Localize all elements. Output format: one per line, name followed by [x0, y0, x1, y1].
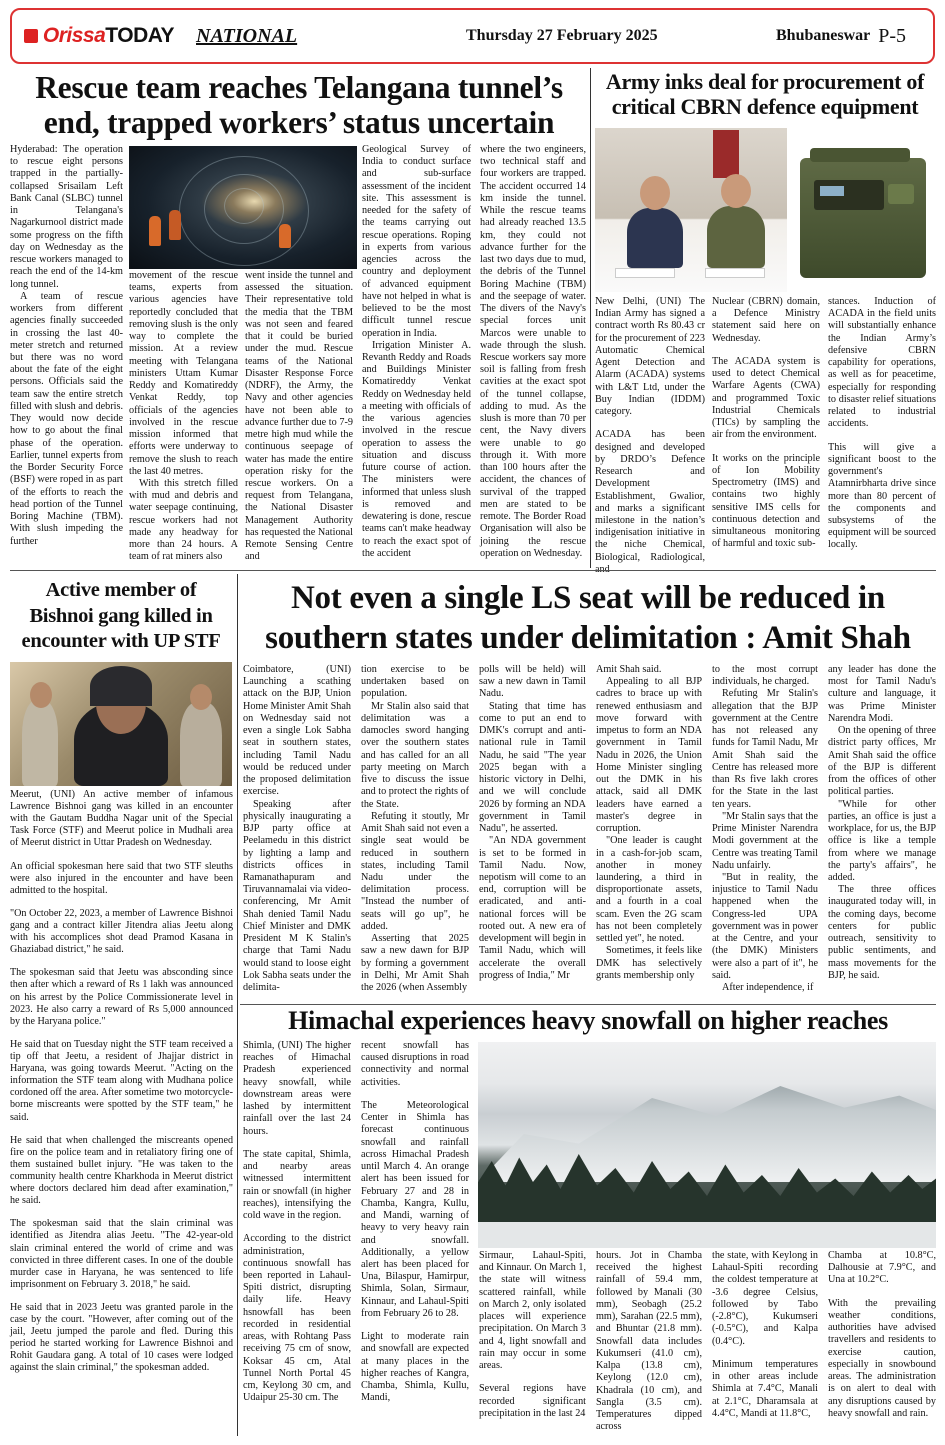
tunnel-headline: Rescue team reaches Telangana tunnel’s end, trapped workers’ status uncertain — [35, 70, 563, 141]
army-story-col3: stances. Induction of ACADA in the field units will substantially enhance the Indian Army’s defensive CBRN capability for operations, as well as for peacetime, especially for responding to disaster relief situations related to industrial accidents. This will give a significant boost to the government's Atamnirbharta drive since more than 80 percent of the components and subsystems of the equipment will be sourced locally. — [828, 296, 936, 551]
army-headline: Army inks deal for procurement of critical CBRN defence equipment — [605, 69, 925, 119]
shah-story-col1: Coimbatore, (UNI) Launching a scathing attack on the BJP, Union Home Minister Amit Shah on Wednesday said not even a single Lok Sabha seat in southern states, including Tamil Nadu would be reduced under the proposed delimitation exercise. Speaking after physically inaugurating a BJP party office at Peelamedu in this district by lighting a lamp and districts offices in Ramanathapuram and Tiruvannamalai via video-conferencing, Mr Amit Shah denied Tamil Nadu Chief Minister and DMK President M K Stalin's charge that Tami Nadu would stand to loose eight Lok Sabha seats under the delimita- — [243, 664, 351, 994]
shah-story-col3: polls will be held) will saw a new dawn in Tamil Nadu. Stating that time has come to put an end to DMK's corrupt and anti-national rule in Tamil Nadu, he said "The year 2025 began with a historic victory in Delhi, and we will conclude 2026 by forming an NDA government in Tamil Nadu", he asserted. "An NDA government is set to be formed in Tamil Nadu. Now, nepotism will come to an end, corruption will be eradicated, and anti-national forces will be rooted out. A new era of development will begin in Tamil Nadu, which will accelerate the overall progress of India," Mr — [479, 664, 586, 981]
brand-name-part2: TODAY — [105, 24, 174, 47]
shah-story-col5: to the most corrupt individuals, he charged. Refuting Mr Stalin's allegation that the BJP government at the Centre has not released any funds for Tamil Nadu, Mr Amit Shah said the Centre has released more than Rs five lakh crores for the State in the last ten years. "Mr Stalin says that the Prime Minister Narendra Modi government at the Centre was treating Tamil Nadu unfairly. "But in reality, the injustice to Tamil Nadu happened when the Congress-led UPA government was in power at the Centre, and your (the DMK) Ministers were also a part of it", he said. After independence, if — [712, 664, 818, 994]
shah-story-col6: any leader has done the most for Tamil Nadu's culture and language, it was Prime Minister Narendra Modi. On the opening of three district party offices, Mr Amit Shah said the office of the BJP is different from the offices of other political parties. "While for other parties, an office is just a workplace, for us, the BJP office is like a temple from where we manage the party's affairs", he added. The three offices inaugurated today will, in the coming days, become centers for public outreach, sensitivity to public sentiments, and mass movements for the BJP, he said. — [828, 664, 936, 981]
tunnel-story-col3: went inside the tunnel and assessed the situation. Their representative told the media that the TBM was not seen and feared that it could be buried under the mud. Rescue teams of the National Disaster Response Force (NDRF), the Army, the Navy and other agencies have not been able to advance further due to 7-9 metre high mud while the continuous seepage of water has made the entire operation risky for the rescue workers. On a request from Telangana, the National Disaster Management Authority has requested the National Remote Sensing Centre and — [245, 270, 353, 563]
page-number: P-5 — [878, 24, 907, 47]
logo-icon — [24, 29, 38, 43]
issue-date: Thursday 27 February 2025 — [466, 27, 658, 44]
masthead — [10, 8, 935, 64]
tunnel-story-col4: Geological Survey of India to conduct surface and sub-surface assessment of the incident site. This assessment is needed for the safety of the teams carrying out rescue operations. Roping in experts from various agencies across the country and deployment of advanced equipment have not helped in what is believed to be the most difficult tunnel rescue operation in India. Irrigation Minister A. Revanth Reddy and Roads and Buildings Minister Komatireddy Venkat Reddy on Wednesday held a meeting with officials of the various agencies involved in the rescue operation to assess the situation and discuss future course of action. The ministers were informed that unless slush is removed and dewatering is done, rescue teams can't make headway to reach the exact spot of the accident — [362, 144, 471, 559]
shah-story-col2: tion exercise to be undertaken based on population. Mr Stalin also said that delimitation was a damocles sword hanging over the southern states and has called for an all party meeting on March five to discuss the issue and to protect the rights of the State. Refuting it stoutly, Mr Amit Shah said not even a single seat would be reduced in southern states, including Tamil Nadu under the delimitation process. "Instead the number of seats will go up", he added. Asserting that 2025 saw a new dawn for BJP by forming a government in Delhi, Mr Amit Shah the 2026 (when Assembly — [361, 664, 469, 994]
gang-headline: Active member of Bishnoi gang killed in encounter with UP STF — [21, 579, 221, 653]
brand-logo — [24, 24, 174, 48]
column-rule — [590, 68, 591, 568]
army-story-col2: Nuclear (CBRN) domain, a Defence Ministry statement said here on Wednesday. The ACADA system is used to detect Chemical Warfare Agents (CWA) and programmed Toxic Industrial Chemicals (TICs) by sampling the air from the environment. It works on the principle of Ion Mobility Spectrometry (IMS) and contains two highly sensitive IMS cells for continuous detection and simultaneous monitoring of harmful and toxic sub- — [712, 296, 820, 550]
snow-story-col1: Shimla, (UNI) The higher reaches of Himachal Pradesh experienced heavy snowfall, while downstream areas were lashed by intermittent rainfall over the last 24 hours. The state capital, Shimla, and nearby areas witnessed intermittent rain or snowfall (in higher reaches), intensifying the cold wave in the region. According to the district administration, continuous snowfall has been reported in Lahaul-Spiti district, disrupting daily life. Heavy hsnowfall has been recorded in residential areas, with Rohtang Pass receiving 75 cm of snow, Koksar 45 cm, Atal Tunnel North Portal 45 cm, Keylong 30 cm, and Udaipur 25-30 cm. The — [243, 1040, 351, 1404]
brand-name-part1: Orissa — [42, 24, 106, 47]
acada-device-photo — [792, 128, 935, 292]
edition-city: Bhubaneswar — [776, 27, 871, 44]
shah-story-col4: Amit Shah said. Appealing to all BJP cadres to brace up with renewed enthusiasm and move forward with impetus to form an NDA government in Tamil Nadu in 2026, the Union Home Minister singling out the DMK in his attack, said all DMK leaders have earned a master's degree in corruption. "One leader is caught in a cash-for-job scam, another in money laundering, a third in disproportionate assets, and a fourth in a coal scam. Even the 2G scam has not been completely settled yet", he noted. Sometimes, it feels like DMK has selectively grants membership only — [596, 664, 702, 981]
army-story-col1: New Delhi, (UNI) The Indian Army has signed a contract worth Rs 80.43 cr for the procurement of 223 Automatic Chemical Agent Detection and Alarm (ACADA) systems with L&T Ltd, under the Buy Indian (IDDM) category. ACADA has been designed and developed by DRDO’s Defence Research and Development Establishment, Gwalior, and marks a significant milestone in the nation’s indigenisation initiative in the niche Chemical, Biological, Radiological, — [595, 296, 705, 563]
section-divider — [240, 1004, 936, 1005]
snow-story-col6: Chamba at 10.8°C, Dalhousie at 7.9°C, and Una at 10.2°C. With the prevailing weather conditions, authorities have advised travellers and residents to exercise caution, especially in snowbound areas. The administration is on alert to deal with any disruptions caused by heavy snowfall and rain. — [828, 1250, 936, 1419]
tunnel-story-col2: movement of the rescue teams, experts from various agencies have reportedly concluded that removing slush is the only way to complete the mission. At a review meeting with Telangana ministers Uttam Kumar Reddy and Komatireddy Venkat Reddy, top officials of the agencies involved in the rescue mission informed that efforts were underway to remove the slush to reach the last 40 metres. With this stretch filled with mud and debris and water seepage continuing, rescue workers had not made any headway for more than 24 hours. A team of rat miners also — [129, 270, 238, 563]
snowfall-landscape-photo — [478, 1042, 936, 1248]
column-rule — [237, 574, 238, 1436]
snow-story-col2: recent snowfall has caused disruptions in road connectivity and normal activities. The Meteorological Center in Shimla has forecast continuous snowfall and rainfall across Himachal Pradesh until March 4. An orange alert has been issued for February 27 and 28 in Chamba, Kangra, Kullu, and Mandi, warning of heavy to very heavy rain and snowfall. Additionally, a yellow alert has been placed for Una, Bilaspur, Hamirpur, Shimla, Solan, Sirmaur, Kinnaur, and Lahaul-Spiti from February 26 to 28. Light to moderate rain and snowfall are expected at many places in the higher reaches of Kangra, Chamba, Shimla, Kullu, Mandi, — [361, 1040, 469, 1404]
snow-headline: Himachal experiences heavy snowfall on higher reaches — [288, 1006, 888, 1035]
snow-story-col3: Sirmaur, Lahaul-Spiti, and Kinnaur. On March 1, the state will witness scattered rainfall, while on March 2, only isolated places will experience precipitation. On March 3 and 4, light snowfall and rain may occur in some areas. Several regions have recorded significant precipitation in the last 24 — [479, 1250, 586, 1419]
snow-story-col4: hours. Jot in Chamba received the highest rainfall of 59.4 mm, followed by Manali (30 mm), Seobagh (25.2 mm), Sarahan (22.5 mm), and Bhuntar (21.8 mm). Snowfall data includes Kukumseri (41.0 cm), Kalpa (13.8 cm), Keylong (12.0 cm), Khadrala (10 cm), and Sangla (3.5 cm). Temperatures dipped across — [596, 1250, 702, 1433]
tunnel-story-col1: Hyderabad: The operation to rescue eight persons trapped in the partially-collapsed Srisailam Left Bank Canal (SLBC) tunnel in Telangana's Nagarkurnool district made some progress on the fifth day on Wednesday as the rescue workers managed to reach the end of the 14-km long tunnel. A team of rescue workers from different agencies finally succeeded in crossing the last 40-meter stretch and returned but there was no word about the fate of the eight persons. Officials said the team saw the entire stretch filled with slush and debris. They would now decide how to go about the final phase of the operation. Earlier, tunnel experts from the Border Security Force (BSF) were roped in as part of the efforts to reach the head portion of the Tunnel Boring Machine (TBM). With slush impeding the further — [10, 144, 123, 547]
snow-story-col5: the state, with Keylong in Lahaul-Spiti recording the coldest temperature at -3.6 degree Celsius, followed by Tabo (-2.8°C), Kukumseri (-0.5°C), and Kalpa (0.4°C). Minimum temperatures in other areas include Shimla at 7.4°C, Manali at 2.1°C, Dharamsala at 4.4°C, Mandi at 11.8°C, — [712, 1250, 818, 1419]
gang-story-body: Meerut, (UNI) An active member of infamous Lawrence Bishnoi gang was killed in an encounter with the Gautam Buddha Nagar unit of the Special Task Force (STF) and Meerut police in Mudhali area of Meerut district in Uttar Pradesh on Wednesday. An official spokesman here said that two STF sleuths were also injured in the encounter and have been admitted to the hospital. "On October 22, 2023, a member of Lawrence Bishnoi gang and a contract killer Jitendra alias Jeetu along with his accomplices shot dead Pramod Kasana in Ghaziabad district," he said. The spokesman said that Jeetu was absconding since then after which a reward of Rs 1 lakh was announced on his arrest by the Police Commissionerate level in 2023. He also carry a reward of Rs 5,000 announced by the Haryana police." He said that on Tuesday night the STF team received a tip off that Jeetu, a resident of Jhajjar district in Haryana, was going towards Meerut. "Acting on the information the STF team along with Mudhana police cordoned off the area. After sometime two motorcycle-borne miscreants were spotted by the STF team," he said. He said that when challenged the miscreants opened fire on the police team and in retaliatory firing one of them sustained bullet injury. "He was taken to the community health centre Kharkhoda in Meerut district where doctors declared him dead after examination," he said. The spokesman said that the slain criminal was identified as Jitendra alias Jeetu. "The 42-year-old slain criminal entered the world of crime and was convicted in three different cases. In one of the double murder case in Haryana, he was sentenced to life imprisonment on February 3. 2018," he said. He said that in 2023 Jeetu was granted parole in the case by the court. "However, after coming out of the jail, Jeetu jumped the parole and fled. During this period he started working for Lawrence Bishnoi and Rohit Gaudara gang. A total of 10 cases were lodged against the slain criminal," the spokesman added. — [10, 789, 233, 1374]
tunnel-rescue-photo — [129, 146, 357, 269]
section-divider — [10, 570, 936, 571]
section-label: NATIONAL — [196, 24, 298, 47]
contract-signing-photo — [595, 128, 787, 292]
shah-headline: Not even a single LS seat will be reduced in southern states under delimitation : Amit Shah — [265, 580, 911, 657]
tunnel-story-col5: where the two engineers, two technical staff and four workers are trapped. The accident occurred 14 km inside the tunnel. While the rescue teams had already reached 13.5 km, they could not advance further for the last two days due to mud, the debris of the Tunnel Boring Machine (TBM) and the seepage of water. The divers of the Navy's special forces unit Marcos were unable to wade through the slush. Rescue workers say more soil is falling from fresh cavities at the exact spot of the tunnel collapse, adding to mud. As the slush is more than 70 per cent, the Navy divers were unable to go through it. With more than 100 hours after the accident, the chances of survival of the trapped men are stated to be remote. The Border Road Organisation will also be joining the rescue operation on Wednesday. — [480, 144, 586, 559]
encounter-suspect-photo — [10, 662, 232, 786]
